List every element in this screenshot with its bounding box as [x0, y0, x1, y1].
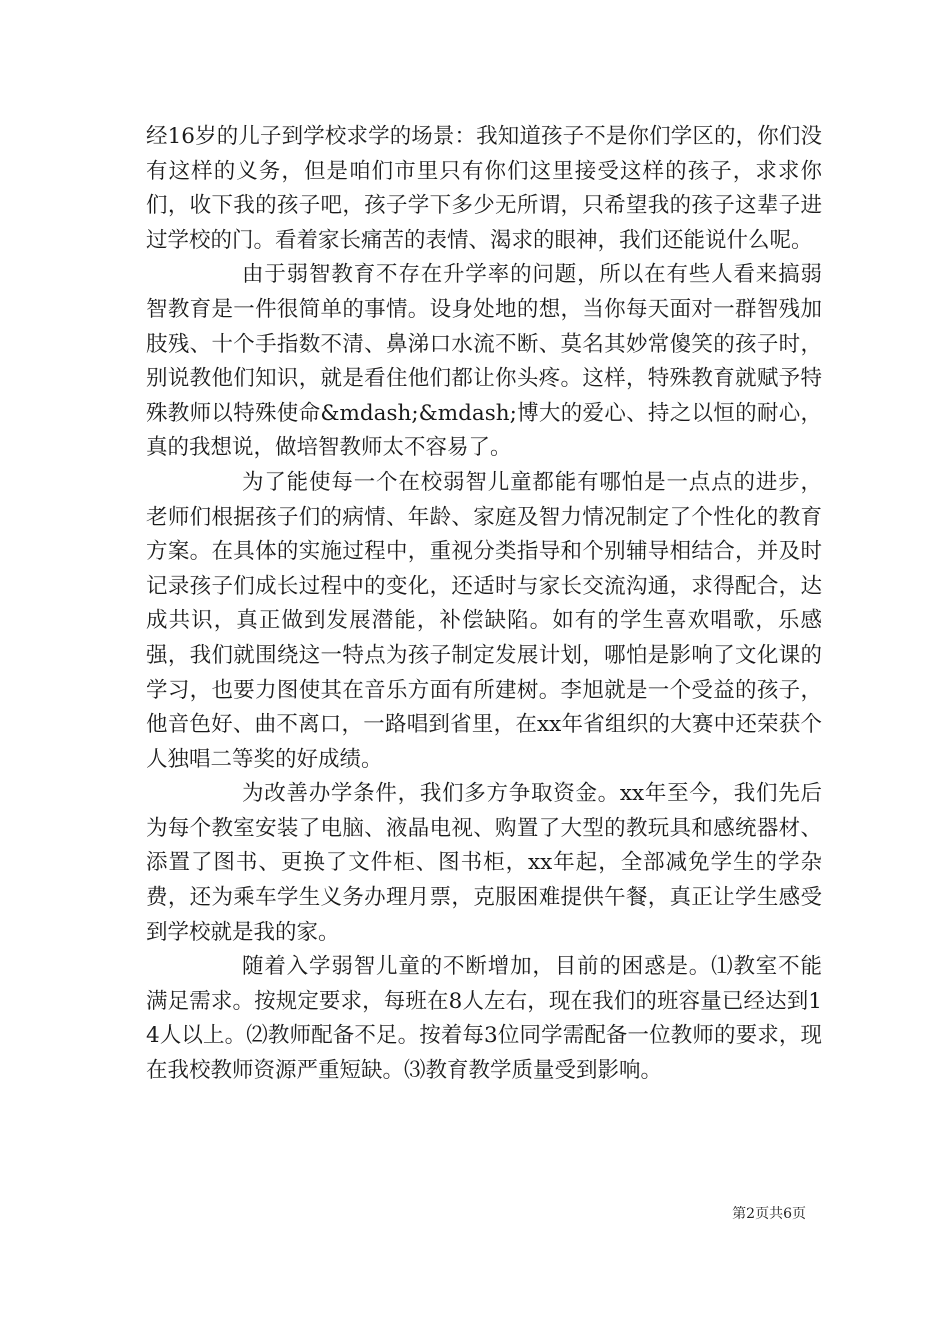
paragraph-4: 为改善办学条件，我们多方争取资金。xx年至今，我们先后为每个教室安装了电脑、液晶电视、购置了大型的教玩具和感统器材、添置了图书、更换了文件柜、图书柜，xx年起，全部减免学生的学杂费，还为乘车学生义务办理月票，克服困难提供午餐，真正让学生感受到学校就是我的家。 — [146, 781, 822, 945]
page-number-footer: 第2页共6页 — [732, 1206, 806, 1222]
paragraph-5: 随着入学弱智儿童的不断增加，目前的困惑是。⑴教室不能满足需求。按规定要求，每班在8人左右，现在我们的班容量已经达到14人以上。⑵教师配备不足。按着每3位同学需配备一位教师的要求，现在我校教师资源严重短缺。⑶教育教学质量受到影响。 — [146, 954, 822, 1084]
document-body — [146, 120, 822, 1089]
paragraph-2: 由于弱智教育不存在升学率的问题，所以在有些人看来搞弱智教育是一件很简单的事情。设身处地的想，当你每天面对一群智残加肢残、十个手指数不清、鼻涕口水流不断、莫名其妙常傻笑的孩子时，别说教他们知识，就是看住他们都让你头疼。这样，特殊教育就赋予特殊教师以特殊使命&mdash;&mdash;博大的爱心、持之以恒的耐心，真的我想说，做培智教师太不容易了。 — [146, 262, 822, 461]
paragraph-1: 经16岁的儿子到学校求学的场景：我知道孩子不是你们学区的，你们没有这样的义务，但是咱们市里只有你们这里接受这样的孩子，求求你们，收下我的孩子吧，孩子学下多少无所谓，只希望我的孩子这辈子进过学校的门。看着家长痛苦的表情、渴求的眼神，我们还能说什么呢。 — [146, 124, 822, 253]
paragraph-3: 为了能使每一个在校弱智儿童都能有哪怕是一点点的进步，老师们根据孩子们的病情、年龄、家庭及智力情况制定了个性化的教育方案。在具体的实施过程中，重视分类指导和个别辅导相结合，并及时记录孩子们成长过程中的变化，还适时与家长交流沟通，求得配合，达成共识，真正做到发展潜能，补偿缺陷。如有的学生喜欢唱歌，乐感强，我们就围绕这一特点为孩子制定发展计划，哪怕是影响了文化课的学习，也要力图使其在音乐方面有所建树。李旭就是一个受益的孩子，他音色好、曲不离口，一路唱到省里，在xx年省组织的大赛中还荣获个人独唱二等奖的好成绩。 — [146, 469, 822, 772]
